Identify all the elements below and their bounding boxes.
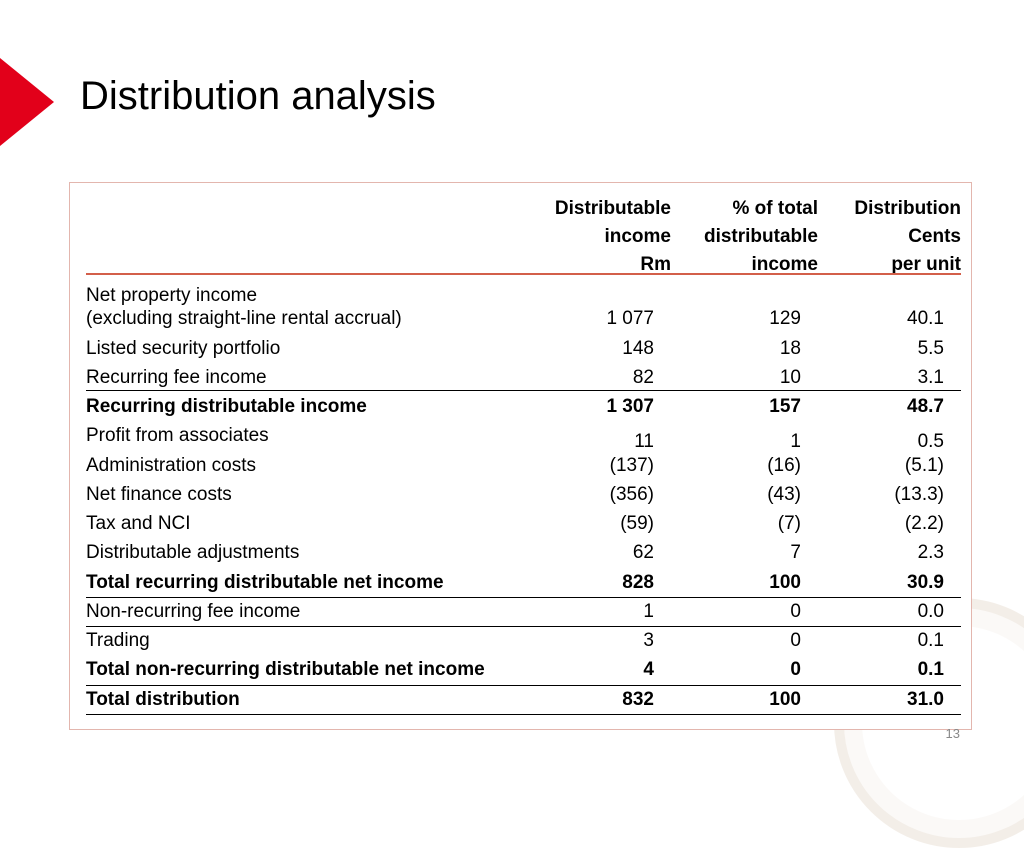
row-divider: [86, 597, 961, 598]
row-value-percent: 7: [790, 542, 801, 563]
row-value-percent: (16): [767, 455, 801, 476]
row-label-continued: (excluding straight-line rental accrual): [86, 308, 402, 329]
row-value-percent: 10: [779, 367, 801, 388]
row-value-percent: 157: [769, 396, 801, 417]
header-line: Distributable: [554, 198, 671, 219]
row-value-cents: (13.3): [894, 484, 944, 505]
row-value-cents: (5.1): [904, 455, 944, 476]
row-label: Recurring fee income: [86, 367, 267, 388]
row-value-percent: (43): [767, 484, 801, 505]
row-value-rm: 82: [632, 367, 654, 388]
row-value-rm: (137): [609, 455, 654, 476]
row-value-cents: 31.0: [907, 689, 944, 710]
header-line: Cents: [908, 226, 961, 247]
row-value-percent: 18: [779, 338, 801, 359]
row-label: Total distribution: [86, 689, 240, 710]
row-value-rm: (59): [620, 513, 654, 534]
page-title: Distribution analysis: [80, 74, 436, 118]
row-value-cents: 0.5: [917, 431, 944, 452]
row-value-rm: 1 307: [606, 396, 654, 417]
header-line: % of total: [732, 198, 818, 219]
row-value-rm: (356): [609, 484, 654, 505]
distribution-table-panel: [69, 182, 972, 730]
header-line: per unit: [891, 254, 961, 275]
row-value-cents: 30.9: [907, 572, 944, 593]
row-divider: [86, 390, 961, 391]
row-label: Distributable adjustments: [86, 542, 300, 563]
row-label: Total non-recurring distributable net income: [86, 659, 485, 680]
row-value-percent: 0: [790, 630, 801, 651]
row-value-rm: 832: [622, 689, 654, 710]
row-value-cents: 48.7: [907, 396, 944, 417]
row-value-cents: 3.1: [917, 367, 944, 388]
row-value-percent: 100: [769, 572, 801, 593]
header-distribution-cents: [854, 195, 961, 279]
row-value-cents: 0.1: [917, 659, 944, 680]
row-value-cents: 2.3: [917, 542, 944, 563]
row-value-rm: 1: [643, 601, 654, 622]
row-value-rm: 4: [643, 659, 654, 680]
header-line: Distribution: [854, 198, 961, 219]
row-divider: [86, 626, 961, 627]
row-label: Net property income: [86, 285, 258, 306]
row-value-cents: 0.0: [917, 601, 944, 622]
row-value-rm: 3: [643, 630, 654, 651]
header-percent-total: [704, 195, 818, 279]
header-line: Rm: [640, 254, 671, 275]
page-number: 13: [945, 726, 960, 741]
row-value-percent: 100: [769, 689, 801, 710]
row-label: Total recurring distributable net income: [86, 572, 444, 593]
row-label: Administration costs: [86, 455, 257, 476]
header-line: income: [604, 226, 671, 247]
row-value-percent: 1: [790, 431, 801, 452]
row-label: Non-recurring fee income: [86, 601, 301, 622]
red-chevron-icon: [0, 58, 54, 146]
row-divider: [86, 685, 961, 686]
row-value-rm: 148: [622, 338, 654, 359]
row-value-percent: 0: [790, 601, 801, 622]
row-divider: [86, 714, 961, 715]
row-label: Recurring distributable income: [86, 396, 367, 417]
header-line: distributable: [703, 226, 818, 247]
row-value-rm: 11: [634, 431, 654, 452]
row-label: Trading: [86, 630, 150, 651]
row-value-percent: 0: [790, 659, 801, 680]
row-value-rm: 828: [622, 572, 654, 593]
row-value-rm: 1 077: [606, 308, 654, 329]
row-value-percent: 129: [769, 308, 801, 329]
header-distributable-income: [555, 195, 671, 279]
header-divider: [86, 273, 961, 275]
row-label: Listed security portfolio: [86, 338, 281, 359]
row-value-cents: 5.5: [917, 338, 944, 359]
header-line: income: [751, 254, 818, 275]
row-value-cents: 0.1: [917, 630, 944, 651]
row-value-cents: 40.1: [907, 308, 944, 329]
row-label: Profit from associates: [86, 425, 269, 446]
row-value-rm: 62: [632, 542, 654, 563]
row-value-percent: (7): [777, 513, 801, 534]
row-value-cents: (2.2): [904, 513, 944, 534]
row-label: Net finance costs: [86, 484, 232, 505]
row-label: Tax and NCI: [86, 513, 191, 534]
